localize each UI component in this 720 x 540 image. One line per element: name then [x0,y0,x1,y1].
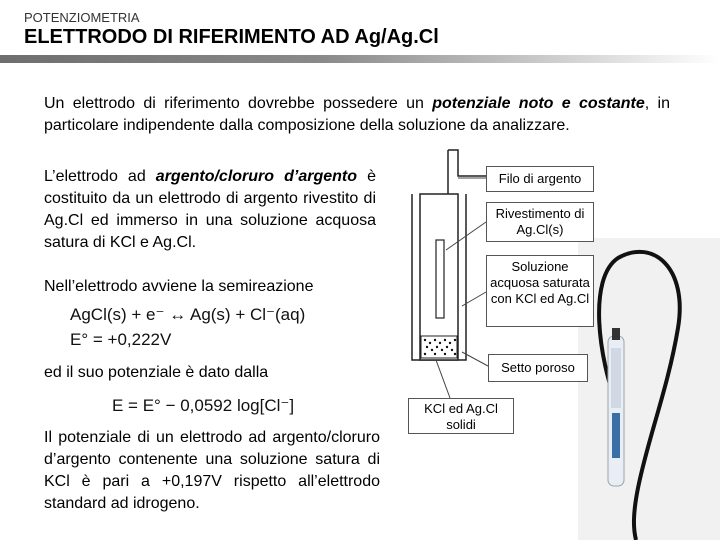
intro-paragraph: Un elettrodo di riferimento dovrebbe possedere un potenziale noto e costante, in particolare indipendente dalla composizione della soluzione da analizzare. [44,95,670,134]
label-porous-septum: Setto poroso [488,354,588,382]
page-title: ELETTRODO DI RIFERIMENTO AD Ag/Ag.Cl [24,26,439,48]
description-paragraph: L’elettrodo ad argento/cloruro d’argento è costituito da un elettrodo di argento rivestito di Ag.Cl ed immerso in una soluzione acquosa satura di KCl e Ag.Cl. [44,168,376,251]
potential-intro: ed il suo potenziale è dato dalla [44,364,269,381]
electrode-body [412,150,486,360]
half-reaction-equation: AgCl(s) + e⁻ ↔ Ag(s) + Cl⁻(aq) [70,305,306,324]
nernst-equation: E = E° − 0,0592 log[Cl⁻] [112,396,295,415]
standard-potential: E° = +0,222V [70,330,172,349]
section-subtitle: POTENZIOMETRIA [24,10,140,25]
conclusion-paragraph: Il potenziale di un elettrodo ad argento/cloruro d’argento contenente una soluzione satura di KCl è pari a +0,197V rispetto all’elettrodo standard ad idrogeno. [44,429,380,512]
reaction-intro: Nell’elettrodo avviene la semireazione [44,278,314,295]
label-silver-wire: Filo di argento [486,166,594,192]
label-saturated-solution: Soluzione acquosa saturata con KCl ed Ag.Cl [486,255,594,327]
label-agcl-coating: Rivestimento di Ag.Cl(s) [486,202,594,242]
label-kcl-solids: KCl ed Ag.Cl solidi [408,398,514,434]
